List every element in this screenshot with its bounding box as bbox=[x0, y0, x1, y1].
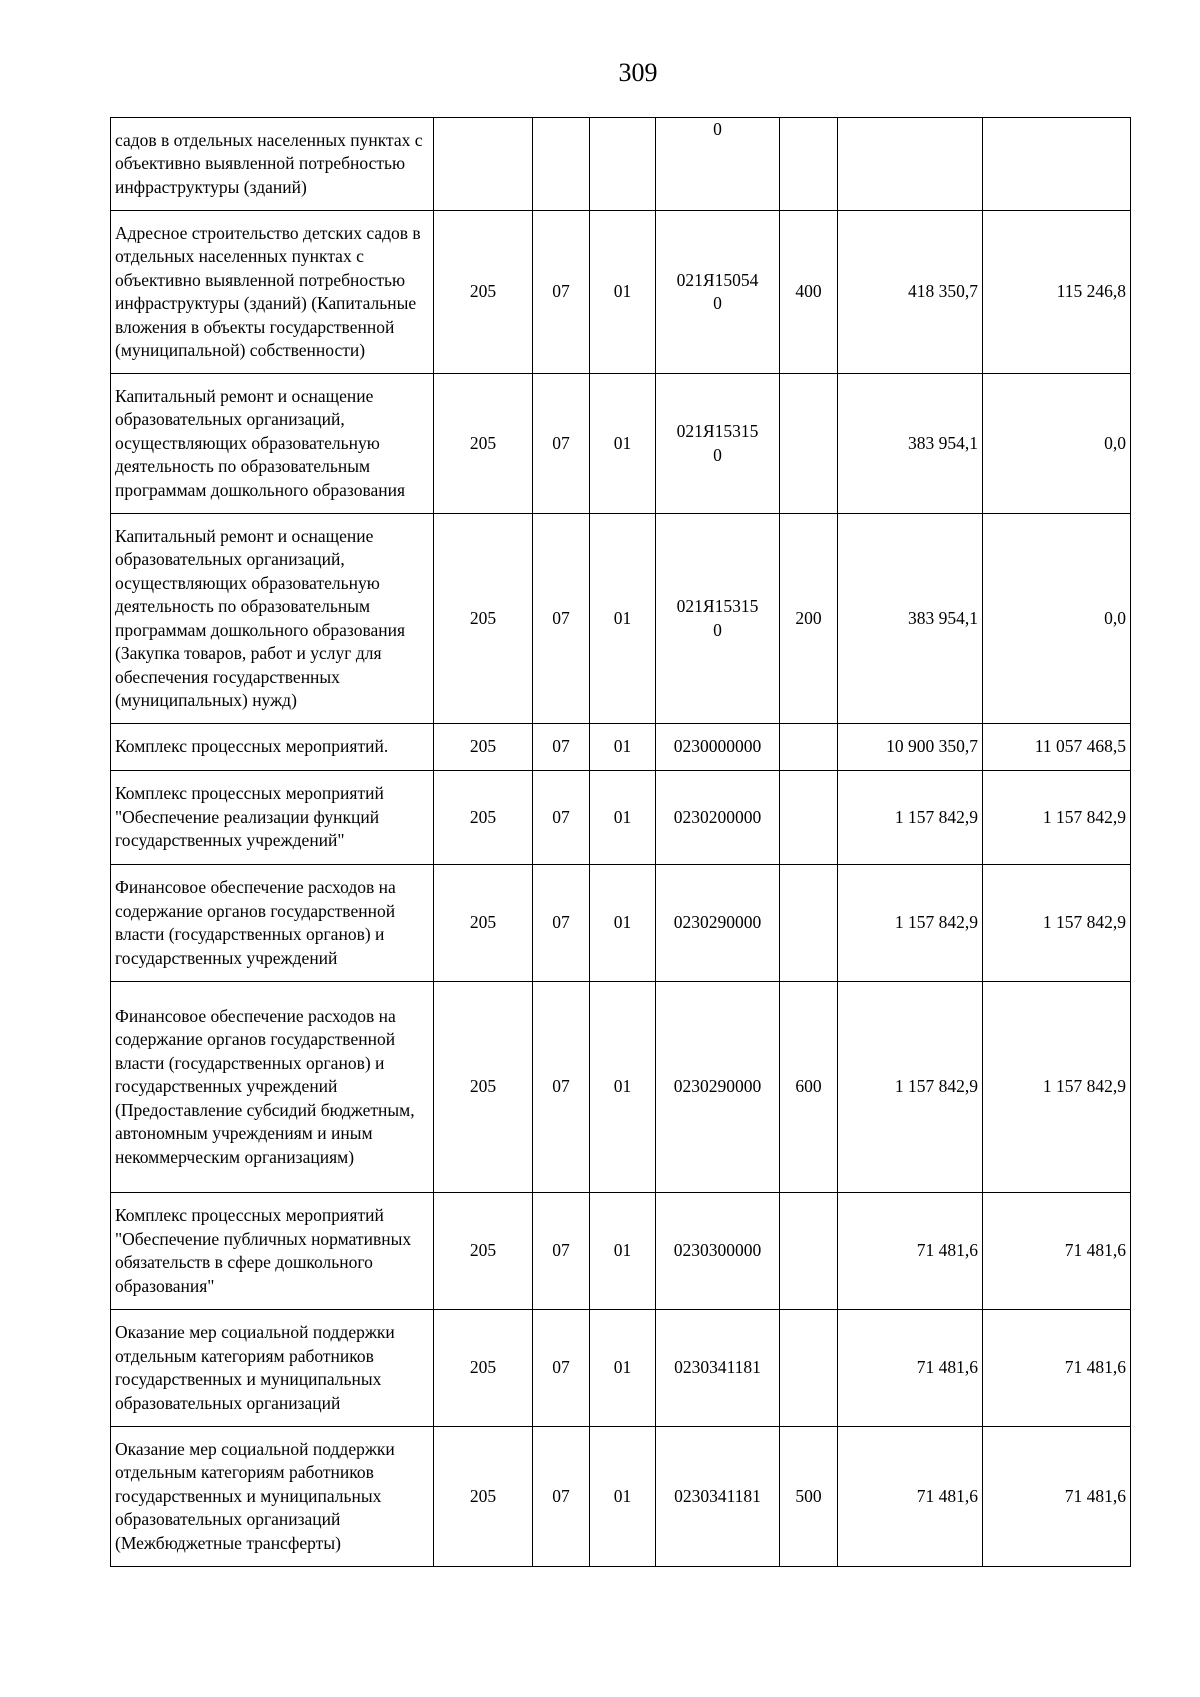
vr-cell bbox=[780, 118, 838, 211]
pr-cell: 01 bbox=[590, 514, 656, 724]
vr-cell: 200 bbox=[780, 514, 838, 724]
table-row bbox=[111, 724, 1131, 771]
rz-cell: 07 bbox=[533, 1310, 590, 1427]
csr-cell bbox=[656, 374, 780, 514]
pr-cell: 01 bbox=[590, 1193, 656, 1310]
gr-cell: 205 bbox=[434, 1310, 533, 1427]
table-row bbox=[111, 1427, 1131, 1567]
row-name-cell: Капитальный ремонт и оснащение образовательных организаций, осуществляющих образовательную деятельность по образовательным программам дошкольного образования (Закупка товаров, работ и услуг для обеспечения государственных (муниципальных) нужд) bbox=[111, 514, 434, 724]
table-row bbox=[111, 771, 1131, 865]
csr-line-1: 021Я15315 bbox=[676, 421, 759, 441]
csr-line-2: 0 bbox=[713, 444, 722, 465]
vr-cell: 400 bbox=[780, 211, 838, 374]
row-name-cell: Финансовое обеспечение расходов на содержание органов государственной власти (государственных органов) и государственных учреждений bbox=[111, 865, 434, 982]
sum-current-cell: 10 900 350,7 bbox=[838, 724, 983, 771]
csr-line-1: 0230000000 bbox=[673, 736, 762, 757]
csr-line-1: 0230341181 bbox=[674, 1485, 761, 1506]
row-name-cell: садов в отдельных населенных пунктах с объективно выявленной потребностью инфраструктуры (зданий) bbox=[111, 118, 434, 211]
sum-next-cell: 11 057 468,5 bbox=[983, 724, 1131, 771]
csr-line-1: 0230300000 bbox=[673, 1240, 762, 1261]
rz-cell: 07 bbox=[533, 211, 590, 374]
csr-line-1: 0230290000 bbox=[673, 1076, 762, 1097]
pr-cell: 01 bbox=[590, 724, 656, 771]
gr-cell bbox=[434, 118, 533, 211]
sum-current-cell: 383 954,1 bbox=[838, 374, 983, 514]
sum-next-cell bbox=[983, 118, 1131, 211]
gr-cell: 205 bbox=[434, 1193, 533, 1310]
rz-cell: 07 bbox=[533, 724, 590, 771]
gr-cell: 205 bbox=[434, 211, 533, 374]
csr-cell bbox=[656, 118, 780, 211]
vr-cell bbox=[780, 865, 838, 982]
csr-cell bbox=[656, 1193, 780, 1310]
vr-cell bbox=[780, 724, 838, 771]
rz-cell: 07 bbox=[533, 1193, 590, 1310]
row-name-cell: Комплекс процессных мероприятий "Обеспечение реализации функций государственных учреждений" bbox=[111, 771, 434, 865]
gr-cell: 205 bbox=[434, 724, 533, 771]
csr-line-2: 0 bbox=[713, 293, 722, 313]
sum-next-cell: 71 481,6 bbox=[983, 1193, 1131, 1310]
row-name-cell: Комплекс процессных мероприятий. bbox=[111, 724, 434, 771]
gr-cell: 205 bbox=[434, 514, 533, 724]
row-name-cell: Финансовое обеспечение расходов на содержание органов государственной власти (государственных органов) и государственных учреждений (Предоставление субсидий бюджетным, автономным учреждениям и иным некоммерческим организациям) bbox=[111, 982, 434, 1193]
csr-cell bbox=[656, 771, 780, 865]
vr-cell bbox=[780, 1193, 838, 1310]
csr-line-1: 021Я15315 bbox=[676, 596, 759, 616]
row-name-cell: Комплекс процессных мероприятий "Обеспечение публичных нормативных обязательств в сфере дошкольного образования" bbox=[111, 1193, 434, 1310]
gr-cell: 205 bbox=[434, 865, 533, 982]
table-row bbox=[111, 118, 1131, 211]
csr-line-1: 0230290000 bbox=[673, 912, 762, 933]
pr-cell: 01 bbox=[590, 1427, 656, 1567]
vr-cell: 500 bbox=[780, 1427, 838, 1567]
table-row bbox=[111, 865, 1131, 982]
sum-current-cell: 1 157 842,9 bbox=[838, 865, 983, 982]
sum-next-cell: 0,0 bbox=[983, 374, 1131, 514]
row-name-cell: Оказание мер социальной поддержки отдельным категориям работников государственных и муниципальных образовательных организаций (Межбюджетные трансферты) bbox=[111, 1427, 434, 1567]
table-row bbox=[111, 1193, 1131, 1310]
sum-next-cell: 71 481,6 bbox=[983, 1310, 1131, 1427]
pr-cell bbox=[590, 118, 656, 211]
sum-next-cell: 1 157 842,9 bbox=[983, 982, 1131, 1193]
budget-table bbox=[110, 117, 1131, 1567]
rz-cell: 07 bbox=[533, 865, 590, 982]
pr-cell: 01 bbox=[590, 771, 656, 865]
csr-cell bbox=[656, 514, 780, 724]
csr-cell bbox=[656, 982, 780, 1193]
sum-next-cell: 0,0 bbox=[983, 514, 1131, 724]
table-row bbox=[111, 982, 1131, 1193]
gr-cell: 205 bbox=[434, 771, 533, 865]
vr-cell: 600 bbox=[780, 982, 838, 1193]
pr-cell: 01 bbox=[590, 982, 656, 1193]
table-row bbox=[111, 514, 1131, 724]
rz-cell: 07 bbox=[533, 374, 590, 514]
csr-cell bbox=[656, 211, 780, 374]
rz-cell: 07 bbox=[533, 771, 590, 865]
table-row bbox=[111, 1310, 1131, 1427]
row-name-cell: Адресное строительство детских садов в отдельных населенных пунктах с объективно выявленной потребностью инфраструктуры (зданий) (Капитальные вложения в объекты государственной (муниципальной) собственности) bbox=[111, 211, 434, 374]
gr-cell: 205 bbox=[434, 1427, 533, 1567]
sum-next-cell: 1 157 842,9 bbox=[983, 771, 1131, 865]
pr-cell: 01 bbox=[590, 1310, 656, 1427]
row-name-cell: Оказание мер социальной поддержки отдельным категориям работников государственных и муниципальных образовательных организаций bbox=[111, 1310, 434, 1427]
sum-current-cell: 1 157 842,9 bbox=[838, 982, 983, 1193]
pr-cell: 01 bbox=[590, 865, 656, 982]
table-row bbox=[111, 374, 1131, 514]
csr-cell bbox=[656, 1427, 780, 1567]
sum-current-cell: 71 481,6 bbox=[838, 1193, 983, 1310]
rz-cell: 07 bbox=[533, 514, 590, 724]
vr-cell bbox=[780, 374, 838, 514]
sum-next-cell: 1 157 842,9 bbox=[983, 865, 1131, 982]
vr-cell bbox=[780, 771, 838, 865]
csr-line-1: 0230341181 bbox=[674, 1357, 761, 1378]
csr-line-1: 021Я15054 bbox=[676, 269, 759, 290]
vr-cell bbox=[780, 1310, 838, 1427]
csr-line-2: 0 bbox=[713, 119, 722, 139]
csr-line-2: 0 bbox=[713, 619, 722, 640]
sum-next-cell: 71 481,6 bbox=[983, 1427, 1131, 1567]
rz-cell: 07 bbox=[533, 1427, 590, 1567]
sum-current-cell: 1 157 842,9 bbox=[838, 771, 983, 865]
gr-cell: 205 bbox=[434, 374, 533, 514]
pr-cell: 01 bbox=[590, 211, 656, 374]
rz-cell: 07 bbox=[533, 982, 590, 1193]
csr-line-1: 0230200000 bbox=[673, 806, 762, 827]
row-name-cell: Капитальный ремонт и оснащение образовательных организаций, осуществляющих образовательную деятельность по образовательным программам дошкольного образования bbox=[111, 374, 434, 514]
page-number: 309 bbox=[618, 58, 658, 87]
sum-next-cell: 115 246,8 bbox=[983, 211, 1131, 374]
sum-current-cell: 418 350,7 bbox=[838, 211, 983, 374]
csr-cell bbox=[656, 1310, 780, 1427]
sum-current-cell bbox=[838, 118, 983, 211]
sum-current-cell: 383 954,1 bbox=[838, 514, 983, 724]
rz-cell bbox=[533, 118, 590, 211]
gr-cell: 205 bbox=[434, 982, 533, 1193]
sum-current-cell: 71 481,6 bbox=[838, 1310, 983, 1427]
table-row bbox=[111, 211, 1131, 374]
pr-cell: 01 bbox=[590, 374, 656, 514]
csr-cell bbox=[656, 865, 780, 982]
csr-cell bbox=[656, 724, 780, 771]
sum-current-cell: 71 481,6 bbox=[838, 1427, 983, 1567]
